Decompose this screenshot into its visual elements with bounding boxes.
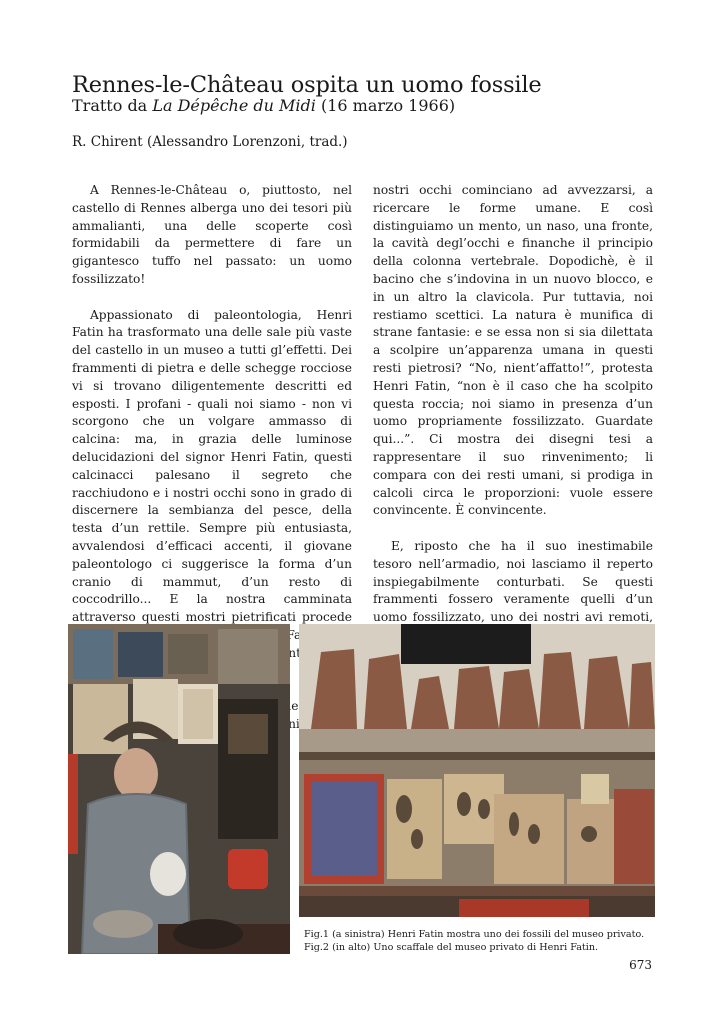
article-title: Rennes-le-Château ospita un uomo fossile xyxy=(72,72,542,98)
article-subtitle xyxy=(72,96,455,116)
figure-caption xyxy=(304,928,654,954)
subtitle-suffix: (16 marzo 1966) xyxy=(315,96,456,115)
paragraph: Appassionato di paleontologia, Henri Fatin ha trasformato una delle sale più vaste del castello in un museo a tutti gl’effetti. Dei frammenti di pietra e delle schegge rocciose vi si trovano diligentemente descritti ed esposti. I profani - quali noi siamo - non vi scorgono che un volgare ammasso di calcina: ma, in grazia delle luminose delucidazioni del signor Henri Fatin, questi calcinacci palesano il segreto che racchiudono e i nostri occhi sono in grado di discernere la sembianza del pesce, della testa d’un rettile. Sempre più entusiasta, avvalendosi d’efficaci accenti, il giovane paleontologo ci suggerisce la forma d’un cranio di mammut, d’un resto di coccodrillo... E la nostra camminata attraverso questi mostri pietrificati procede ante. xyxy=(72,307,352,660)
caption-fig-2: Fig.2 (in alto) Uno scaffale del museo privato di Henri Fatin. xyxy=(304,942,599,953)
paragraph-continued: nostri occhi cominciano ad avvezzarsi, a ricercare le forme umane. E così distinguiamo un mento, un naso, una fronte, la cavità degl’occhi e finanche il principio della colonna vertebrale. Dopodichè, è il bacino che s’indovina in un nuovo blocco, e in un altro la clavicola. Pur tuttavia, noi restiamo scettici. La natura è munifica di strane fantasie: e se essa non si sia dilettata a scolpire un’apparenza umana in questi resti pietrosi? “No, nient’affatto!”, protesta Henri Fatin, “non è il caso che ha scolpito questa roccia; noi siamo in presenza d’un uomo propriamente fossilizzato. Guardate qui...”. Ci mostra dei disegni tesi a rappresentare il suo rinvenimento; li compara con dei resti umani, si prodiga in calcoli circa le proporzioni: vuole essere convincente. È convincente. xyxy=(373,183,653,518)
caption-fig-1: Fig.1 (a sinistra) Henri Fatin mostra uno dei fossili del museo privato. xyxy=(304,929,645,940)
figure-2-photo xyxy=(299,624,655,917)
figure-1-photo xyxy=(68,624,290,954)
subtitle-prefix: Tratto da xyxy=(72,96,153,115)
page-number: 673 xyxy=(629,958,652,972)
subtitle-source: La Dépêche du Midi xyxy=(152,96,316,115)
article-author: R. Chirent (Alessandro Lorenzoni, trad.) xyxy=(72,134,348,150)
paragraph: A Rennes-le-Château o, piuttosto, nel castello di Rennes alberga uno dei tesori più ammalianti, una delle scoperte così formidabili da permettere di fare un gigantesco tuffo nel passato: un uomo fossilizzato! xyxy=(72,183,352,286)
paragraph: E, riposto che ha il suo inestimabile tesoro nell’armadio, noi lasciamo il reperto inspiegabilmente conturbati. Se questi frammenti fossero veramente quelli d’un uomo fossilizzato, uno dei nostri avi remoti, xyxy=(373,538,653,625)
